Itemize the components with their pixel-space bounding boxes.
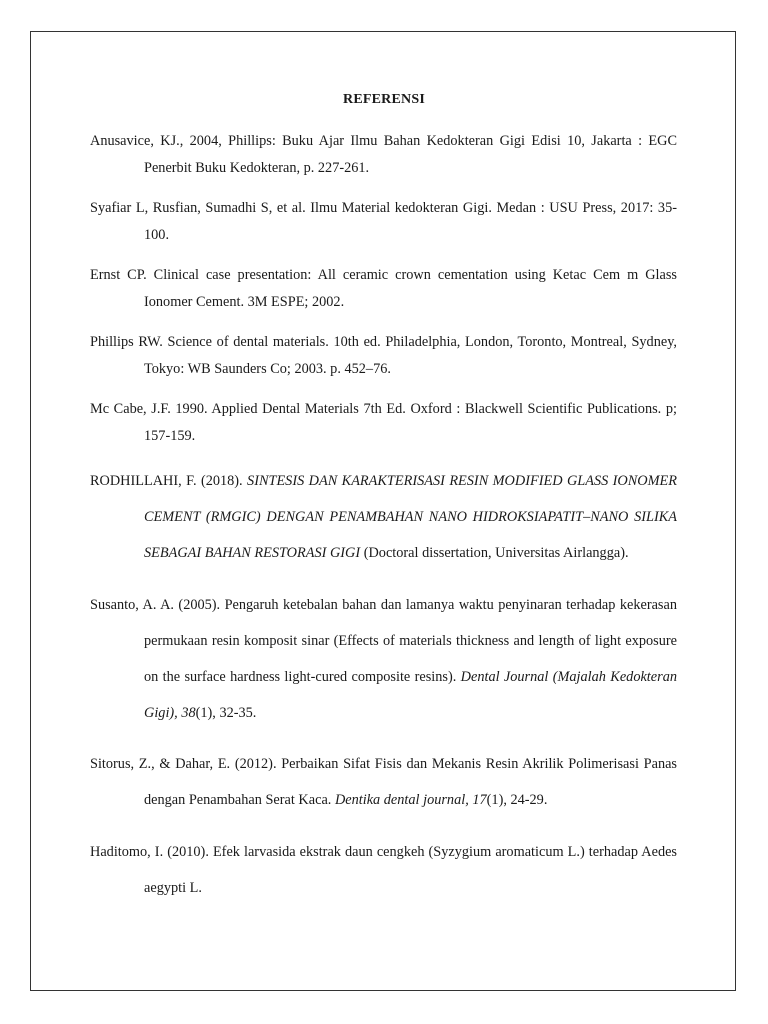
reference-list bbox=[90, 128, 677, 906]
reference-pages: (1), 24-29. bbox=[486, 792, 548, 808]
reference-item-5: Mc Cabe, J.F. 1990. Applied Dental Materials 7th Ed. Oxford : Blackwell Scientific Publications. p; 157-159. bbox=[90, 401, 677, 444]
reference-journal: Dental Journal (Majalah Kedokteran Gigi), 38 bbox=[144, 669, 677, 721]
reference-item-3: Ernst CP. Clinical case presentation: All ceramic crown cementation using Ketac Cem m Glass Ionomer Cement. 3M ESPE; 2002. bbox=[90, 267, 677, 310]
reference-citation: Sitorus, Z., & Dahar, E. (2012). Perbaikan Sifat Fisis dan Mekanis Resin Akrilik Polimerisasi Panas dengan Penambahan Serat Kaca. bbox=[90, 756, 677, 808]
reference-item-1: Anusavice, KJ., 2004, Phillips: Buku Ajar Ilmu Bahan Kedokteran Gigi Edisi 10, Jakarta : EGC Penerbit Buku Kedokteran, p. 227-261. bbox=[90, 133, 677, 176]
reference-pages: (1), 32-35. bbox=[195, 705, 257, 721]
page-title: REFERENSI bbox=[343, 92, 425, 107]
reference-item-4: Phillips RW. Science of dental materials. 10th ed. Philadelphia, London, Toronto, Montreal, Sydney, Tokyo: WB Saunders Co; 2003. p. 452–76. bbox=[90, 334, 677, 377]
reference-item-2: Syafiar L, Rusfian, Sumadhi S, et al. Ilmu Material kedokteran Gigi. Medan : USU Press, 2017: 35-100. bbox=[90, 200, 677, 243]
reference-item-6 bbox=[90, 463, 677, 571]
reference-details: (Doctoral dissertation, Universitas Airlangga). bbox=[360, 545, 629, 561]
reference-author: RODHILLAHI, F. (2018). bbox=[90, 473, 248, 489]
reference-citation: Susanto, A. A. (2005). Pengaruh ketebalan bahan dan lamanya waktu penyinaran terhadap kekerasan permukaan resin komposit sinar (Effects of materials thickness and length of light exposure on the surface hardness light-cured composite resins). bbox=[90, 597, 677, 685]
reference-item-7 bbox=[90, 587, 677, 731]
reference-journal: Dentika dental journal, 17 bbox=[334, 792, 487, 808]
reference-item-9: Haditomo, I. (2010). Efek larvasida ekstrak daun cengkeh (Syzygium aromaticum L.) terhadap Aedes aegypti L. bbox=[90, 844, 677, 896]
reference-title: SINTESIS DAN KARAKTERISASI RESIN MODIFIED GLASS IONOMER CEMENT (RMGIC) DENGAN PENAMBAHAN NANO HIDROKSIAPATIT–NANO SILIKA SEBAGAI BAHAN RESTORASI GIGI bbox=[144, 473, 677, 561]
reference-item-8 bbox=[90, 746, 677, 818]
